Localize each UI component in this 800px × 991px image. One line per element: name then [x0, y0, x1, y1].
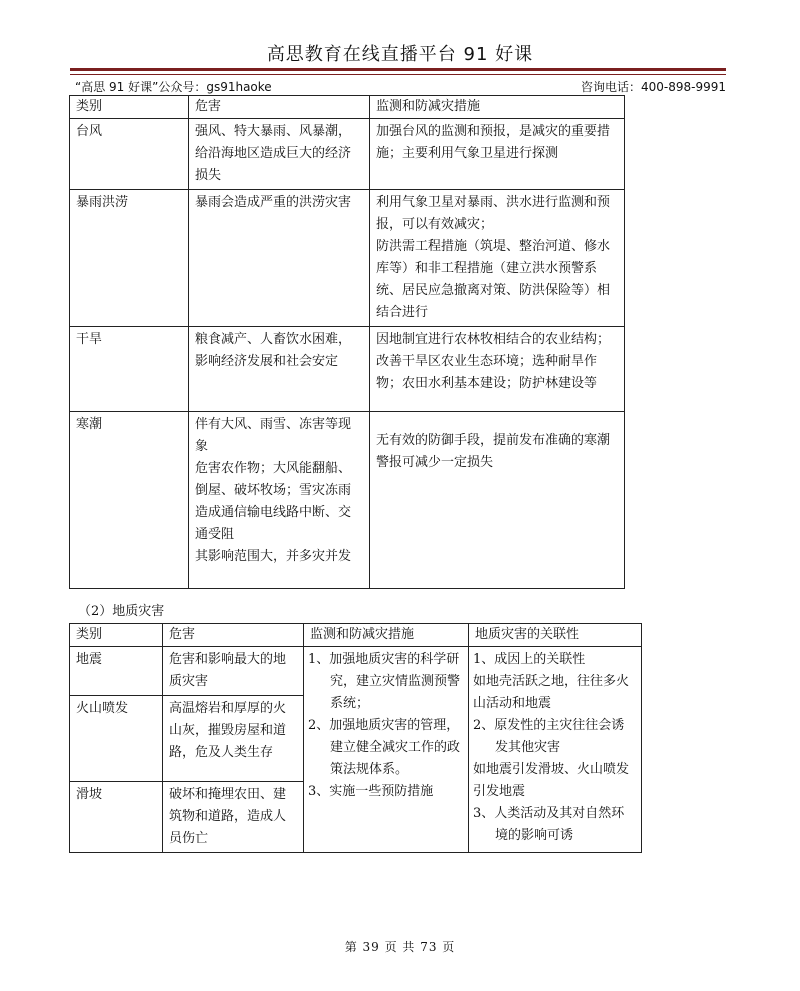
- cell-measures: [370, 190, 625, 327]
- header-type: 类别: [70, 96, 189, 119]
- table-row: [70, 647, 642, 696]
- page-footer: 第 39 页 共 73 页: [344, 940, 456, 954]
- harm-line: 其影响范围大，并多灾并发: [195, 549, 352, 564]
- cell-harm: 暴雨会造成严重的洪涝灾害: [189, 190, 370, 327]
- harm-line: 伴有大风、雨雪、冻害等现象: [195, 417, 352, 454]
- header-rule-thin: [70, 74, 726, 75]
- table-header-row: [70, 624, 642, 647]
- cell-type: 暴雨洪涝: [70, 190, 189, 327]
- measure-item: 3、实施一些预防措施: [308, 784, 434, 799]
- header-measures: 监测和防减灾措施: [370, 96, 625, 119]
- cell-harm: 强风、特大暴雨、风暴潮，给沿海地区造成巨大的经济损失: [189, 119, 370, 190]
- page-header-title: 高思教育在线直播平台 91 好课: [266, 44, 534, 65]
- cell-harm: 破坏和掩埋农田、建筑物和道路，造成人员伤亡: [163, 782, 304, 853]
- cell-harm: [189, 412, 370, 589]
- measure-item: 2、加强地质灾害的管理，建立健全减灾工作的政策法规体系。: [308, 718, 461, 777]
- cell-type: 寒潮: [70, 412, 189, 589]
- section-title-geological: （2）地质灾害: [78, 604, 165, 619]
- header-relations: 地质灾害的关联性: [469, 624, 642, 647]
- table-row: [70, 190, 625, 327]
- table-header-row: [70, 96, 625, 119]
- cell-type: 台风: [70, 119, 189, 190]
- cell-type: 干旱: [70, 327, 189, 412]
- header-phone: 咨询电话：400-898-9991: [580, 80, 726, 94]
- cell-type: 地震: [70, 647, 163, 696]
- header-public-account: “高思 91 好课”公众号：gs91haoke: [75, 80, 272, 94]
- header-type: 类别: [70, 624, 163, 647]
- relation-example: 如地壳活跃之地，往往多火山活动和地震: [473, 674, 630, 711]
- measure-line: 防洪需工程措施（筑堤、整治河道、修水库等）和非工程措施（建立洪水预警系统、居民应急撤离对策、防洪保险等）相结合进行: [376, 239, 611, 320]
- relation-item: 1、成因上的关联性: [473, 652, 586, 667]
- measure-line: 利用气象卫星对暴雨、洪水进行监测和预报，可以有效减灾；: [376, 195, 611, 232]
- cell-harm: 高温熔岩和厚厚的火山灰，摧毁房屋和道路，危及人类生存: [163, 696, 304, 782]
- table-row: [70, 119, 625, 190]
- header-measures: 监测和防减灾措施: [304, 624, 469, 647]
- header-harm: 危害: [189, 96, 370, 119]
- cell-harm: 粮食减产、人畜饮水困难，影响经济发展和社会安定: [189, 327, 370, 412]
- meteorological-disaster-table: [69, 95, 625, 589]
- cell-type: 火山喷发: [70, 696, 163, 782]
- table-row: [70, 327, 625, 412]
- header-harm: 危害: [163, 624, 304, 647]
- measure-item: 1、加强地质灾害的科学研究，建立灾情监测预警系统；: [308, 652, 461, 711]
- table-row: [70, 412, 625, 589]
- relation-item: 3、人类活动及其对自然环境的影响可诱: [473, 806, 625, 843]
- cell-relations: [469, 647, 642, 853]
- cell-harm: 危害和影响最大的地质灾害: [163, 647, 304, 696]
- header-rule-thick: [70, 68, 726, 71]
- cell-measures: [304, 647, 469, 853]
- geological-disaster-table: [69, 623, 642, 853]
- cell-measures: 因地制宜进行农林牧相结合的农业结构；改善干旱区农业生态环境；选种耐旱作物；农田水利基本建设；防护林建设等: [370, 327, 625, 412]
- relation-item: 2、原发性的主灾往往会诱发其他灾害: [473, 718, 625, 755]
- relation-example: 如地震引发滑坡、火山喷发引发地震: [473, 762, 630, 799]
- cell-measures: 无有效的防御手段，提前发布准确的寒潮警报可减少一定损失: [370, 412, 625, 589]
- cell-type: 滑坡: [70, 782, 163, 853]
- harm-line: 危害农作物；大风能翻船、倒屋、破坏牧场；雪灾冻雨造成通信输电线路中断、交通受阻: [195, 461, 352, 542]
- cell-measures: 加强台风的监测和预报，是减灾的重要措施；主要利用气象卫星进行探测: [370, 119, 625, 190]
